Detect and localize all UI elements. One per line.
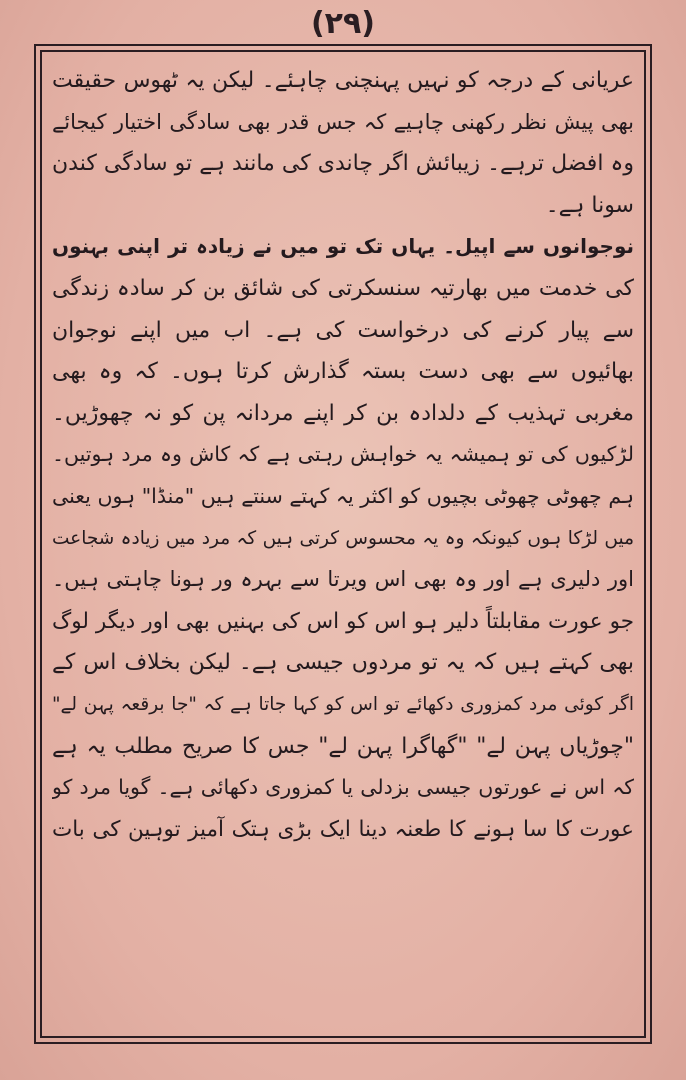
- text-line: بھی پیش نظر رکھنی چاہیے کہ جس قدر بھی سادگی اختیار کیجائے: [52, 109, 634, 134]
- text-line: کی خدمت میں بھارتیہ سنسکرتی کی شائق بن کر سادہ زندگی: [52, 275, 634, 301]
- text-line: ہم چھوٹی چھوٹی بچیوں کو اکثر یہ کہتے سنتے ہیں "منڈا" ہوں یعنی: [52, 483, 634, 508]
- text-line: "چوڑیاں پہن لے" "گھاگرا پہن لے" جس کا صریح مطلب یہ ہے: [52, 733, 634, 759]
- text-line: بھائیوں سے بھی دست بستہ گذارش کرتا ہوں۔ کہ وہ بھی: [52, 359, 634, 385]
- text-line: مغربی تہذیب کے دلدادہ بن کر اپنے مردانہ پن کو نہ چھوڑیں۔: [52, 400, 634, 426]
- text-line: اگر کوئی مرد کمزوری دکھائے تو اس کو کہا جاتا ہے کہ "جا برقعہ پہن لے": [52, 693, 634, 715]
- text-line: میں لڑکا ہوں کیونکہ وہ یہ محسوس کرتی ہیں کہ مرد میں زیادہ شجاعت: [52, 527, 634, 549]
- text-line: وہ افضل ترہے۔ زیبائش اگر چاندی کی مانند ہے تو سادگی کندن: [52, 151, 634, 177]
- urdu-body-text: [52, 60, 634, 850]
- text-line: عورت کا سا ہونے کا طعنہ دینا ایک بڑی ہتک آمیز توہین کی بات: [52, 816, 634, 842]
- text-line: عریانی کے درجہ کو نہیں پہنچنی چاہئے۔ لیکن یہ ٹھوس حقیقت: [52, 68, 634, 93]
- text-line: سے پیار کرنے کی درخواست کی ہے۔ اب میں اپنے نوجوان: [52, 317, 634, 343]
- page-number: (۲۹): [310, 6, 376, 41]
- text-line: سونا ہے۔: [545, 192, 634, 218]
- text-line: بھی کہتے ہیں کہ یہ تو مردوں جیسی ہے۔ لیکن بخلاف اس کے: [52, 650, 634, 676]
- text-line: جو عورت مقابلتاً دلیر ہو اس کو اس کی بہنیں بھی اور دیگر لوگ: [52, 608, 634, 634]
- text-line: لڑکیوں کی تو ہمیشہ یہ خواہش رہتی ہے کہ کاش وہ مرد ہوتیں۔: [52, 442, 634, 467]
- text-line: کہ اس نے عورتوں جیسی بزدلی یا کمزوری دکھائی ہے۔ گویا مرد کو: [52, 775, 634, 800]
- section-heading-line: نوجوانوں سے اپیل۔ یہاں تک تو میں نے زیادہ تر اپنی بہنوں: [52, 234, 634, 259]
- text-line: اور دلیری ہے اور وہ بھی اس ویرتا سے بہرہ ور ہونا چاہتی ہیں۔: [52, 567, 634, 592]
